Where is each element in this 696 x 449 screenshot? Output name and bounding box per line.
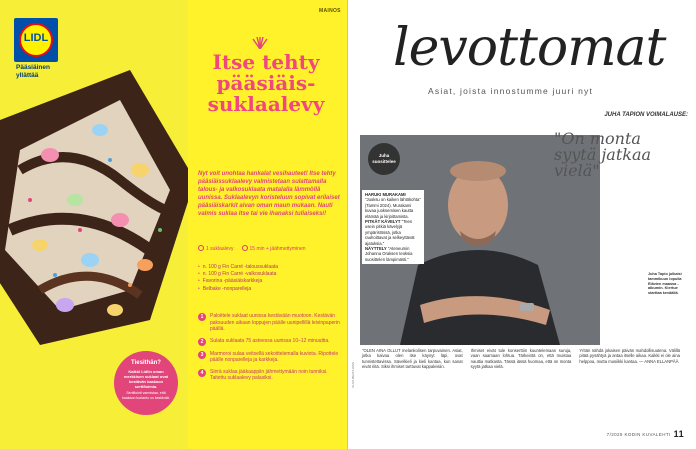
tip-badge: Tiesithän? Kaikki Lidlin oman merkkisen suklaat ovat kestävän kaakaon sertifioimia. Sertifiointi varmistaa, että kaakaon tuotanto on kestävää.: [114, 351, 178, 415]
quote-attribution: JUHA TAPION VOIMALAUSE:: [604, 112, 688, 118]
ingredient-item: • Belbake -nonparelleja: [198, 286, 340, 293]
recipe-step: 1 Paloittele suklaat uunissa kestävään muotoon. Kestävän paksuuden aikaan loppujen päälle uunipellillä leivinpaperin päällä.: [198, 313, 340, 333]
issue-label: 7/2025 KODIN KUVALEHTI: [606, 432, 671, 437]
recipe-meta: [198, 245, 340, 252]
recipe-step: 2 Sulata suklaata 75 asteessa uunissa 10–12 minuuttia.: [198, 338, 340, 346]
decorative-burst-icon: [252, 37, 268, 49]
article-body: [362, 348, 680, 370]
recommendations-box: [362, 190, 424, 264]
recommendation-item: HARUKI MURAKAMI "Juoksu on kaiken lähtökohta" (Tammi 2024). Murakami kuvaa juoksemisen kautta elämää ja kirjoittamista.: [365, 192, 421, 219]
section-title: levottomat: [393, 18, 666, 78]
portion-icon: [198, 245, 204, 251]
pull-quote: "On monta syytä jatkaa vielä": [554, 129, 652, 180]
recipe-step: 4 Siirrä suklaa jääkaappiin jähmettymään noin tunniksi. Taitettu suklaalevy palasiksi.: [198, 369, 340, 382]
article-page: [348, 0, 696, 449]
body-column: Ihmiset eivät tule konserttiin kuuntelemaan suruja, vaan saamaan lohtua. Tärkeintä on, että muistaa nauttia matkasta. Tässä iässä huomaa, että on monta syytä jatkaa vielä.: [470, 348, 572, 370]
ingredient-item: • n. 100 g Fin Carré -valkosuklaata: [198, 271, 340, 278]
page-number: 11: [673, 429, 684, 439]
chocolate-bark-illustration: [0, 60, 188, 350]
brand-tagline: Pääsiäinen yllättää: [16, 64, 50, 79]
lidl-logo: LIDL: [14, 18, 58, 62]
yield-info: 1 suklaalevy: [198, 245, 234, 252]
page-footer: [607, 429, 684, 439]
body-column: "OLEN AINA OLLUT melankolisen tarpuvainen. Asiat, jotka kaivaa olen itse käynyt läpi, ovat tunnistettavissa. Sävelkieli ja kieli kantaa, kun sanat eivät riitä. Siksi ihmiset tarttuvat kappaleisiin.: [362, 348, 463, 370]
recommends-badge: Juha suosittelee: [368, 143, 400, 175]
ingredient-item: • n. 100 g Fin Carré -taloussuklaata: [198, 264, 340, 271]
photo-caption: Juha Tapio julkaisi tammikuun lopulla Elävien maassa -albumin. Kiertue starttaa keväällä.: [648, 272, 682, 296]
advertisement-label: MAINOS: [319, 8, 341, 14]
photo-credit: KUVA BEATA KISS: [351, 362, 355, 388]
ad-lead-text: Nyt voit unohtaa hankalat vesihauteet! Itse tehty pääsiäissuklaalevy valmistetaan sulattamalla talous- ja valkosuklaata matalalla lämmöllä uunissa. Suklaalevyn koristeluun sopivat erilaiset pääsiäiskarkit aivan oman maun mukaan. Nauti valmis suklaa itse tai vie ihanaksi tuliaiseksi!: [198, 171, 340, 217]
time-info: 15 min + jäähmettyminen: [242, 245, 306, 252]
ad-title: Itse tehty pääsiäis-suklaalevy: [207, 50, 325, 116]
recipe-step: 3 Marmoroi sulaa veitsellä sekoittelemalla kuviota. Ripottele päälle nonparelleja ja karkkeja.: [198, 351, 340, 364]
recommendation-item: PITKÄT KÄVELYT "Teen usein pitkiä kävelyjä ympäristössä, jotka rauhoittavat ja selkeyttävät ajatuksia.": [365, 219, 415, 246]
body-column: Yritän nähdä jokaisen päivän mahdollisuutena. Välillä pitää pysähtyä ja antaa itselle aikaa. Kaikki ei ole aina helppoa, mutta musiikki kantaa. — ANNA ELLANPÄÄ: [579, 348, 681, 364]
ingredient-item: • Favorina -pääsiäiskarkkeja: [198, 278, 340, 285]
section-subtitle: Asiat, joista innostumme juuri nyt: [428, 86, 594, 96]
clock-icon: [242, 245, 248, 251]
ingredient-list: [198, 264, 340, 293]
recipe-steps: [198, 313, 340, 387]
recommendation-item: NÄYTTELY "Ateneumin Johanna Oraksen teoksia suosittelen lämpimästi.": [365, 246, 413, 262]
